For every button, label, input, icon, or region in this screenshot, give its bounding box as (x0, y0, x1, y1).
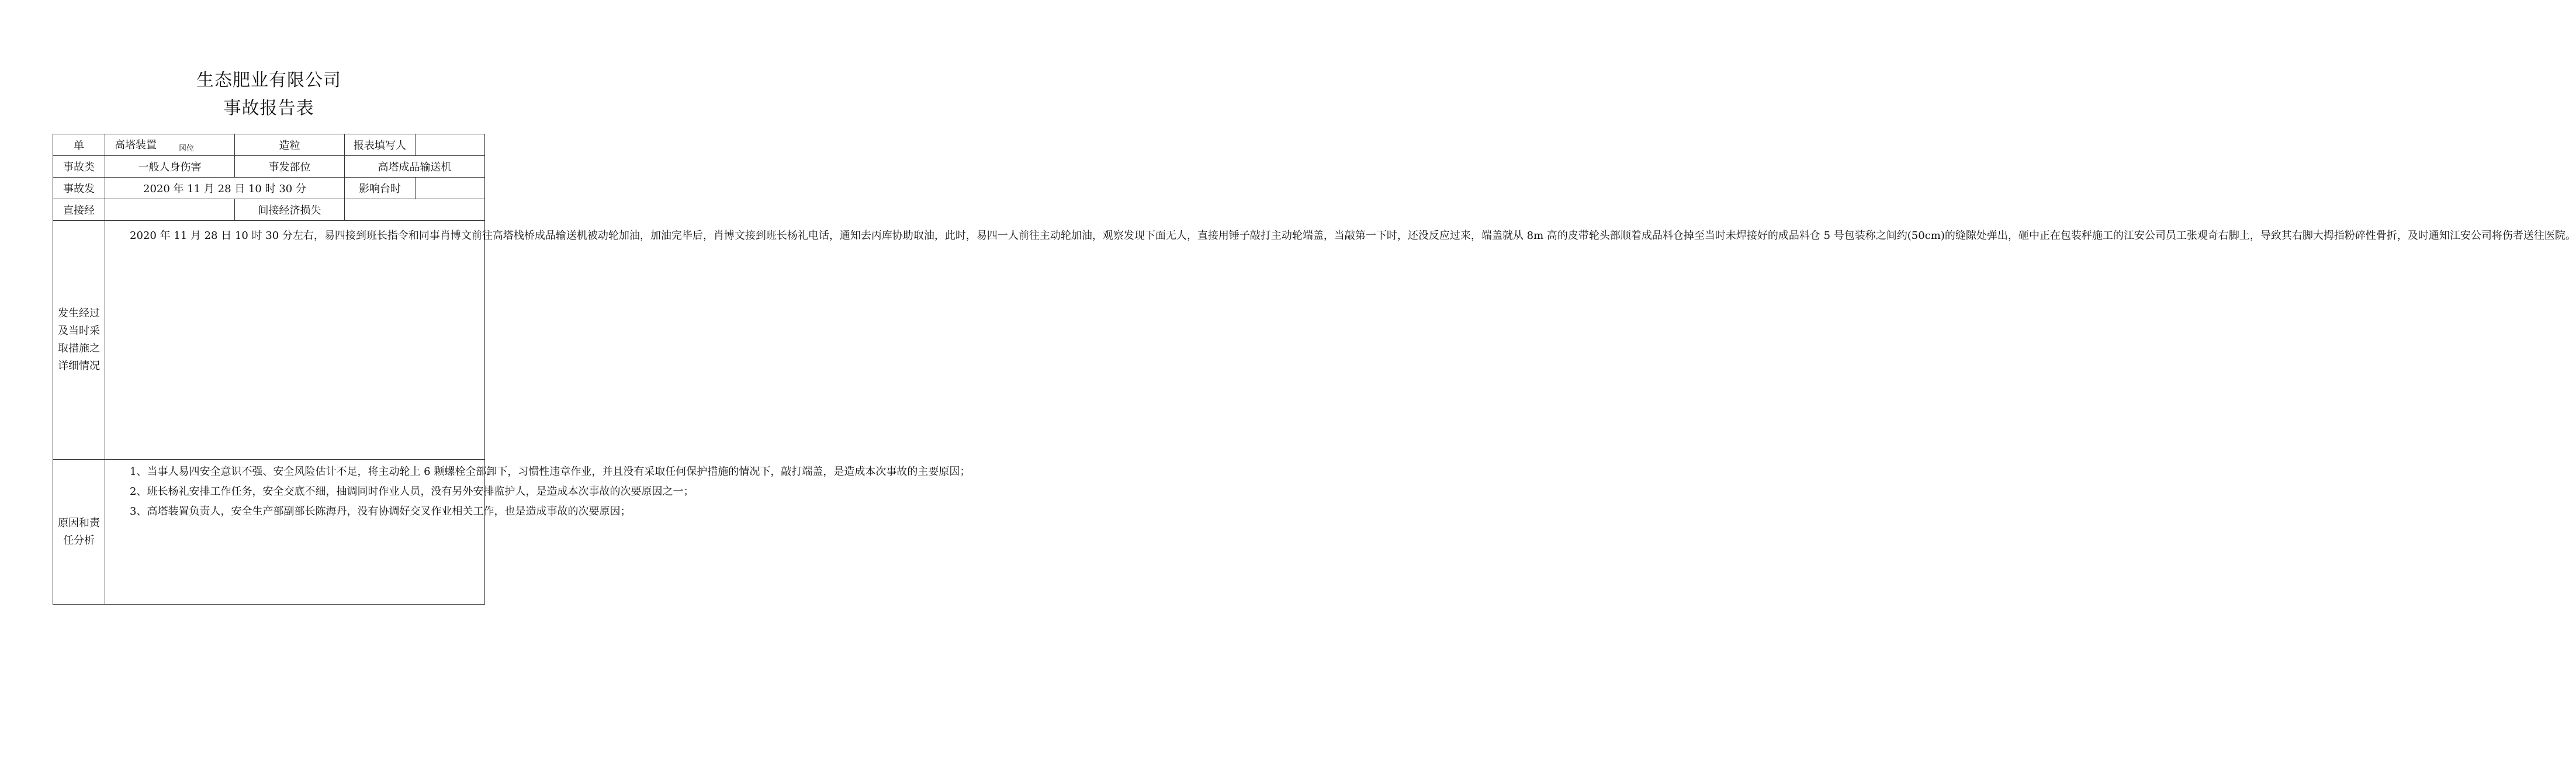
detail-cell (105, 221, 2576, 460)
reporter-value (416, 134, 485, 156)
time-label: 事故发 (53, 178, 105, 199)
detail-paragraph: 2020 年 11 月 28 日 10 时 30 分左右，易四接到班长指令和同事肖博文前往高塔栈桥成品输送机被动轮加油，加油完毕后，肖博文接到班长杨礼电话，通知去丙库协助取油，此时，易四一人前往主动轮加油，观察发现下面无人，直接用锤子敲打主动轮端盖，当敲第一下时，还没反应过来，端盖就从 8m 高的皮带轮头部顺着成品料仓掉至当时未焊接好的成品料仓 5 号包装称之间约(50cm)的缝隙处弹出，砸中正在包装秤施工的江安公司员工张观奇右脚上，导致其右脚大拇指粉碎性骨折，及时通知江安公司将伤者送往医院。 (130, 230, 2576, 242)
cause-item: 3、高塔装置负责人，安全生产部副部长陈海丹，没有协调好交叉作业相关工作，也是造成事故的次要原因； (130, 505, 631, 518)
row-cause (53, 460, 485, 605)
post-value: 造粒 (235, 134, 345, 156)
cause-item: 1、当事人易四安全意识不强、安全风险估计不足，将主动轮上 6 颗螺栓全部卸下，习惯性违章作业，并且没有采取任何保护措施的情况下，敲打端盖，是造成本次事故的主要原因； (130, 466, 971, 478)
detail-label: 发生经过及当时采取措施之详细情况 (53, 221, 105, 460)
indirect-label: 间接经济损失 (235, 199, 345, 221)
unit-value: 高塔装置 (115, 139, 157, 151)
unit-label: 单 (53, 134, 105, 156)
impact-label: 影响台时 (345, 178, 416, 199)
direct-value (105, 199, 235, 221)
company-title: 生态肥业有限公司 (196, 70, 341, 91)
type-value: 一般人身伤害 (105, 156, 235, 178)
row-type (53, 156, 485, 178)
cause-label: 原因和责任分析 (53, 460, 105, 605)
location-label: 事发部位 (235, 156, 345, 178)
indirect-value (345, 199, 485, 221)
cause-item: 2、班长杨礼安排工作任务，安全交底不细，抽调同时作业人员，没有另外安排监护人，是造成本次事故的次要原因之一； (130, 485, 694, 498)
time-value: 2020 年 11 月 28 日 10 时 30 分 (105, 178, 345, 199)
row-loss (53, 199, 485, 221)
post-label: 冈位 (179, 144, 195, 153)
row-time (53, 178, 485, 199)
type-label: 事故类 (53, 156, 105, 178)
direct-label: 直接经 (53, 199, 105, 221)
reporter-label: 报表填写人 (345, 134, 416, 156)
location-value: 高塔成品输送机 (345, 156, 485, 178)
row-detail (53, 221, 485, 460)
impact-value (416, 178, 485, 199)
form-title: 事故报告表 (223, 98, 314, 119)
unit-cell (105, 134, 235, 156)
row-unit (53, 134, 485, 156)
cause-cell (105, 460, 971, 605)
accident-report-table (53, 134, 2576, 605)
